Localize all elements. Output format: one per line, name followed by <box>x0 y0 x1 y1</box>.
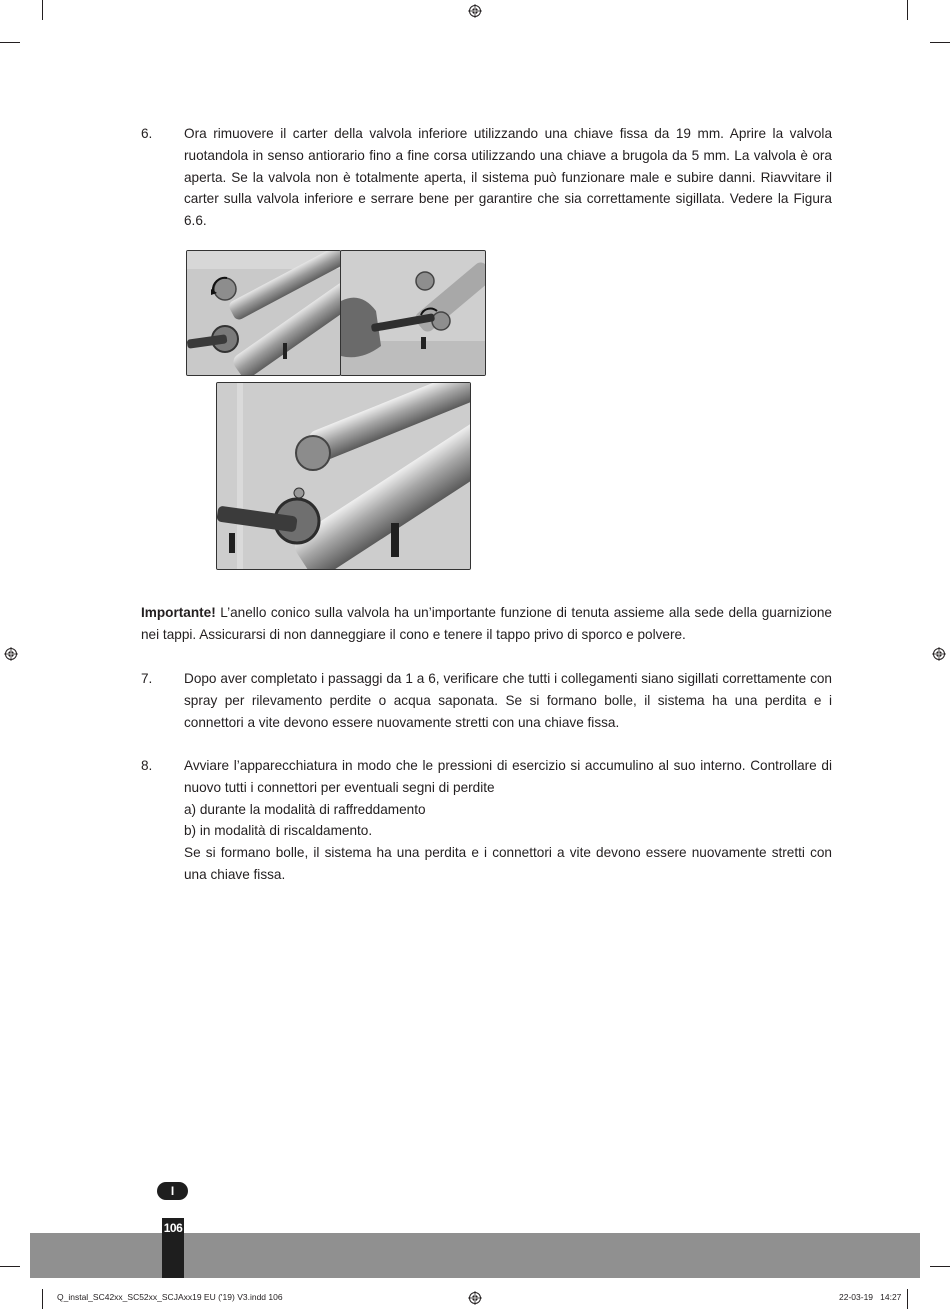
important-text: L’anello conico sulla valvola ha un’importante funzione di tenuta assieme alla sede della guarnizione nei tappi. Assicurarsi di non danneggiare il cono e tenere il tappo privo di sporco e polvere. <box>141 605 832 642</box>
step-8-item-a: a) durante la modalità di raffreddamento <box>184 801 426 817</box>
step-8-intro: Avviare l’apparecchiatura in modo che le pressioni di esercizio si accumulino al suo interno. Controllare di nuovo tutti i connettori per eventuali segni di perdite <box>184 758 832 795</box>
crop-mark <box>42 0 43 20</box>
print-time: 14:27 <box>880 1292 902 1302</box>
step-8-text <box>184 755 832 886</box>
step-7-text: Dopo aver completato i passaggi da 1 a 6, verificare che tutti i collegamenti siano sigillati correttamente con spray per rilevamento perdite o acqua saponata. Se si formano bolle, il sistema ha una perdita e i connettori a vite devono essere nuovamente stretti con una chiave fissa. <box>184 671 832 730</box>
step-number: 6. <box>141 126 153 141</box>
registration-mark-icon <box>932 647 946 661</box>
print-footer-timestamp <box>839 1292 901 1302</box>
step-number: 8. <box>141 758 153 773</box>
step-number: 7. <box>141 671 153 686</box>
crop-mark <box>0 1266 20 1267</box>
figure-photo-valve-right <box>340 250 486 376</box>
figure-photo-valve-left <box>186 250 341 376</box>
language-badge: I <box>157 1182 188 1200</box>
crop-mark <box>0 42 20 43</box>
important-label: Importante! <box>141 605 216 620</box>
crop-mark <box>930 1266 950 1267</box>
registration-mark-icon <box>4 647 18 661</box>
crop-mark <box>930 42 950 43</box>
step-6-text: Ora rimuovere il carter della valvola inferiore utilizzando una chiave fissa da 19 mm. Aprire la valvola ruotandola in senso antiorario fino a fine corsa utilizzando una chiave a brugola da 5 mm. La valvola è ora aperta. Se la valvola non è totalmente aperta, il sistema può funzionare male e subire danni. Riavvitare il carter sulla valvola inferiore e serrare bene per garantire che sia correttamente sigillata. Vedere la Figura 6.6. <box>184 126 832 229</box>
crop-mark <box>907 0 908 20</box>
registration-mark-icon <box>468 1291 482 1305</box>
registration-mark-icon <box>468 4 482 18</box>
figure-photo-valve-closeup <box>216 382 471 570</box>
print-footer-filename: Q_instal_SC42xx_SC52xx_SCJAxx19 EU ('19) V3.indd 106 <box>57 1292 283 1302</box>
print-date: 22-03-19 <box>839 1292 874 1302</box>
crop-mark <box>907 1289 908 1309</box>
step-8-item-b: b) in modalità di riscaldamento. <box>184 823 373 839</box>
page-number: 106 <box>163 1221 183 1235</box>
important-note <box>141 602 832 646</box>
crop-mark <box>42 1289 43 1309</box>
step-8-closing: Se si formano bolle, il sistema ha una perdita e i connettori a vite devono essere nuovamente stretti con una chiave fissa. <box>184 845 832 882</box>
